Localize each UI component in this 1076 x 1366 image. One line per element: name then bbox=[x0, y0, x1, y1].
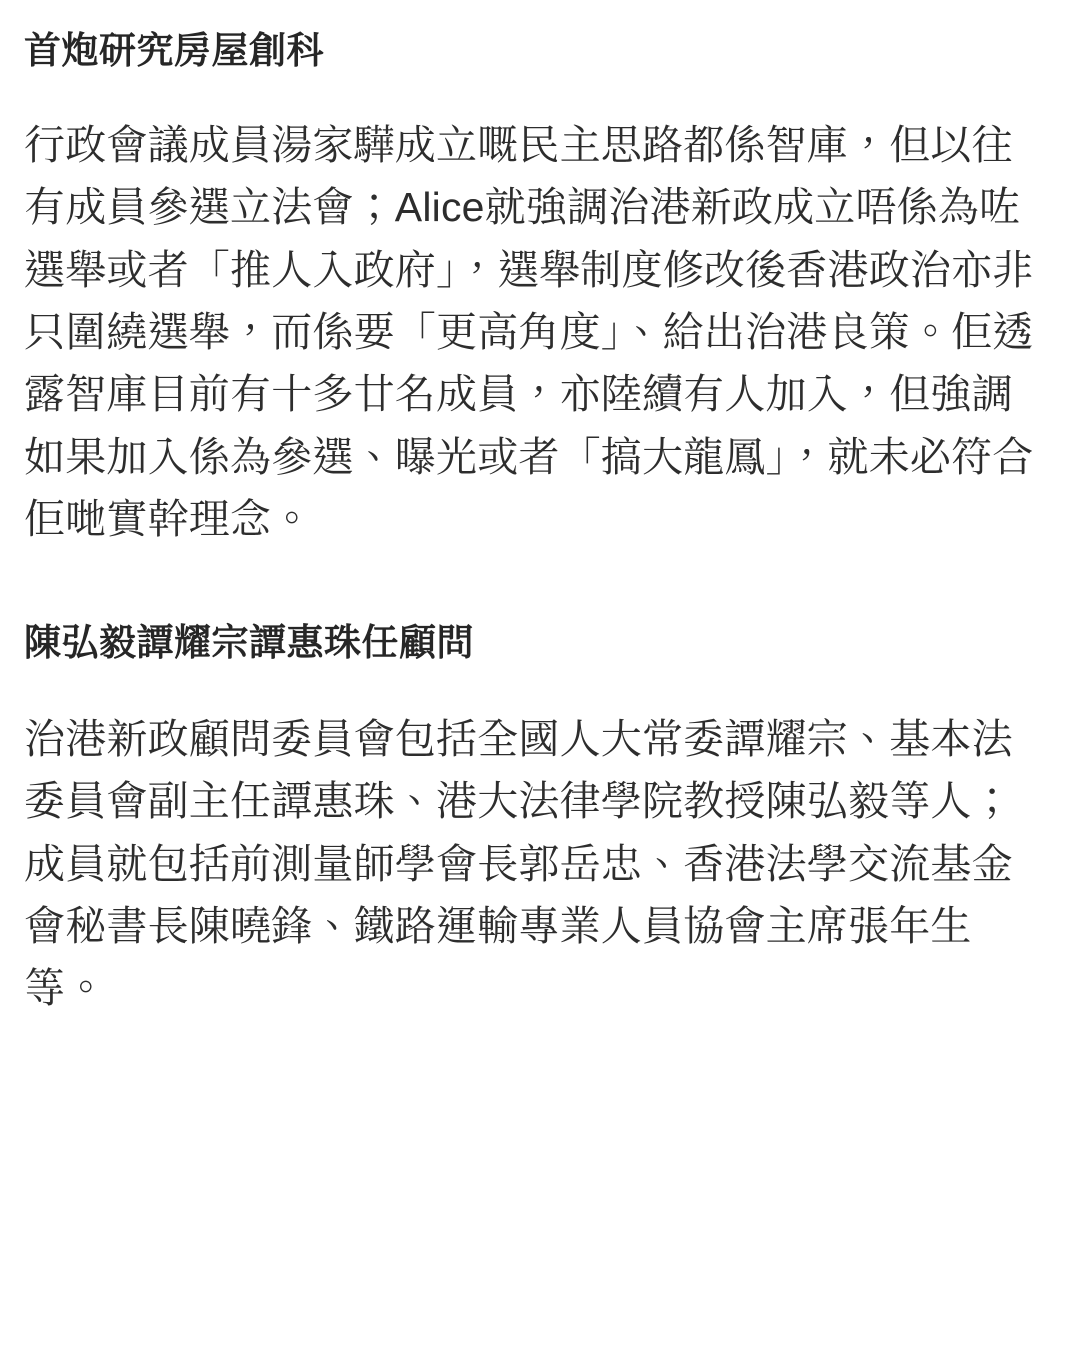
section-paragraph-2: 治港新政顧問委員會包括全國人大常委譚耀宗、基本法委員會副主任譚惠珠、港大法律學院教授陳弘毅等人；成員就包括前測量師學會長郭岳忠、香港法學交流基金會秘書長陳曉鋒、鐵路運輸專業人員協會主席張年生等。 bbox=[24, 716, 1013, 1012]
section-heading-2: 陳弘毅譚耀宗譚惠珠任顧問 bbox=[24, 622, 474, 664]
section-heading-1: 首炮研究房屋創科 bbox=[24, 30, 324, 71]
section-paragraph-1: 行政會議成員湯家驊成立嘅民主思路都係智庫，但以往有成員參選立法會；Alice就強調治港新政成立唔係為咗選舉或者「推人入政府」，選舉制度修改後香港政治亦非只圍繞選舉，而係要「更高角度」、給出治港良策。佢透露智庫目前有十多廿名成員，亦陸續有人加入，但強調如果加入係為參選、曝光或者「搞大龍鳳」，就未必符合佢哋實幹理念。 bbox=[24, 121, 1034, 542]
